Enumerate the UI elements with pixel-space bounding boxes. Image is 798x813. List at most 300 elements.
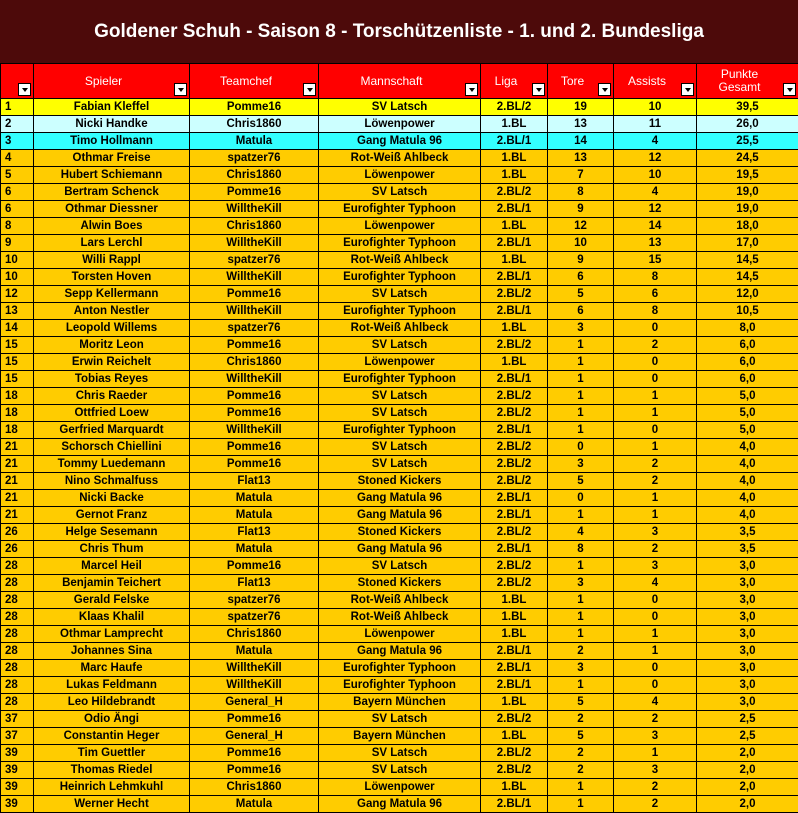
- filter-dropdown-icon[interactable]: [598, 83, 611, 96]
- goals-cell: 14: [548, 133, 614, 150]
- league-cell: 2.BL/1: [481, 643, 548, 660]
- goals-cell: 19: [548, 99, 614, 116]
- team-cell: Gang Matula 96: [319, 541, 481, 558]
- player-cell: Tommy Luedemann: [34, 456, 190, 473]
- points-cell: 2,0: [697, 745, 798, 762]
- filter-dropdown-icon[interactable]: [783, 83, 796, 96]
- rank-cell: 28: [1, 660, 34, 677]
- goals-cell: 7: [548, 167, 614, 184]
- manager-cell: spatzer76: [190, 320, 319, 337]
- assists-cell: 2: [614, 711, 697, 728]
- rank-cell: 1: [1, 99, 34, 116]
- points-cell: 24,5: [697, 150, 798, 167]
- manager-cell: Chris1860: [190, 779, 319, 796]
- league-cell: 2.BL/2: [481, 184, 548, 201]
- team-cell: SV Latsch: [319, 439, 481, 456]
- goals-cell: 10: [548, 235, 614, 252]
- goals-cell: 1: [548, 558, 614, 575]
- league-cell: 2.BL/1: [481, 541, 548, 558]
- header-punkte: Punkte Gesamt: [697, 64, 798, 99]
- player-cell: Timo Hollmann: [34, 133, 190, 150]
- league-cell: 1.BL: [481, 218, 548, 235]
- manager-cell: Flat13: [190, 575, 319, 592]
- team-cell: Eurofighter Typhoon: [319, 660, 481, 677]
- league-cell: 2.BL/2: [481, 473, 548, 490]
- league-cell: 2.BL/1: [481, 677, 548, 694]
- goals-cell: 1: [548, 609, 614, 626]
- filter-dropdown-icon[interactable]: [532, 83, 545, 96]
- table-row: [1, 490, 798, 507]
- team-cell: Eurofighter Typhoon: [319, 235, 481, 252]
- assists-cell: 4: [614, 575, 697, 592]
- assists-cell: 3: [614, 558, 697, 575]
- goals-cell: 1: [548, 677, 614, 694]
- player-cell: Torsten Hoven: [34, 269, 190, 286]
- rank-cell: 10: [1, 252, 34, 269]
- goals-cell: 5: [548, 286, 614, 303]
- team-cell: Löwenpower: [319, 116, 481, 133]
- league-cell: 2.BL/2: [481, 762, 548, 779]
- assists-cell: 0: [614, 422, 697, 439]
- filter-dropdown-icon[interactable]: [303, 83, 316, 96]
- manager-cell: General_H: [190, 694, 319, 711]
- rank-cell: 28: [1, 677, 34, 694]
- team-cell: SV Latsch: [319, 388, 481, 405]
- player-cell: Tim Guettler: [34, 745, 190, 762]
- player-cell: Moritz Leon: [34, 337, 190, 354]
- team-cell: Rot-Weiß Ahlbeck: [319, 609, 481, 626]
- goals-cell: 13: [548, 150, 614, 167]
- assists-cell: 2: [614, 473, 697, 490]
- assists-cell: 2: [614, 779, 697, 796]
- team-cell: Eurofighter Typhoon: [319, 201, 481, 218]
- manager-cell: WilltheKill: [190, 660, 319, 677]
- manager-cell: Chris1860: [190, 218, 319, 235]
- rank-cell: 5: [1, 167, 34, 184]
- team-cell: SV Latsch: [319, 762, 481, 779]
- team-cell: Stoned Kickers: [319, 524, 481, 541]
- assists-cell: 4: [614, 133, 697, 150]
- goals-cell: 1: [548, 371, 614, 388]
- manager-cell: Pomme16: [190, 711, 319, 728]
- assists-cell: 2: [614, 541, 697, 558]
- assists-cell: 3: [614, 762, 697, 779]
- player-cell: Leo Hildebrandt: [34, 694, 190, 711]
- player-cell: Constantin Heger: [34, 728, 190, 745]
- manager-cell: Flat13: [190, 473, 319, 490]
- scorer-table: [0, 63, 798, 813]
- manager-cell: General_H: [190, 728, 319, 745]
- rank-cell: 26: [1, 541, 34, 558]
- table-row: [1, 575, 798, 592]
- filter-dropdown-icon[interactable]: [18, 83, 31, 96]
- manager-cell: Matula: [190, 507, 319, 524]
- assists-cell: 12: [614, 150, 697, 167]
- rank-cell: 39: [1, 796, 34, 813]
- player-cell: Johannes Sina: [34, 643, 190, 660]
- rank-cell: 21: [1, 456, 34, 473]
- points-cell: 3,0: [697, 643, 798, 660]
- goals-cell: 0: [548, 490, 614, 507]
- rank-cell: 39: [1, 745, 34, 762]
- goals-cell: 1: [548, 507, 614, 524]
- rank-cell: 28: [1, 694, 34, 711]
- player-cell: Othmar Freise: [34, 150, 190, 167]
- table-row: [1, 320, 798, 337]
- rank-cell: 18: [1, 388, 34, 405]
- league-cell: 1.BL: [481, 252, 548, 269]
- goals-cell: 4: [548, 524, 614, 541]
- points-cell: 39,5: [697, 99, 798, 116]
- points-cell: 2,0: [697, 796, 798, 813]
- manager-cell: WilltheKill: [190, 371, 319, 388]
- rank-cell: 28: [1, 592, 34, 609]
- filter-dropdown-icon[interactable]: [174, 83, 187, 96]
- table-row: [1, 762, 798, 779]
- assists-cell: 2: [614, 796, 697, 813]
- player-cell: Ottfried Loew: [34, 405, 190, 422]
- rank-cell: 15: [1, 371, 34, 388]
- player-cell: Sepp Kellermann: [34, 286, 190, 303]
- goals-cell: 8: [548, 184, 614, 201]
- team-cell: Rot-Weiß Ahlbeck: [319, 150, 481, 167]
- table-row: [1, 269, 798, 286]
- team-cell: Löwenpower: [319, 626, 481, 643]
- assists-cell: 4: [614, 694, 697, 711]
- table-row: [1, 711, 798, 728]
- rank-cell: 18: [1, 422, 34, 439]
- player-cell: Nino Schmalfuss: [34, 473, 190, 490]
- team-cell: SV Latsch: [319, 745, 481, 762]
- points-cell: 4,0: [697, 473, 798, 490]
- player-cell: Othmar Diessner: [34, 201, 190, 218]
- assists-cell: 2: [614, 456, 697, 473]
- player-cell: Gerald Felske: [34, 592, 190, 609]
- table-row: [1, 779, 798, 796]
- team-cell: SV Latsch: [319, 184, 481, 201]
- league-cell: 2.BL/1: [481, 371, 548, 388]
- team-cell: SV Latsch: [319, 456, 481, 473]
- goals-cell: 6: [548, 303, 614, 320]
- manager-cell: Chris1860: [190, 116, 319, 133]
- player-cell: Erwin Reichelt: [34, 354, 190, 371]
- manager-cell: spatzer76: [190, 609, 319, 626]
- league-cell: 2.BL/1: [481, 235, 548, 252]
- table-row: [1, 337, 798, 354]
- manager-cell: Chris1860: [190, 354, 319, 371]
- team-cell: Gang Matula 96: [319, 490, 481, 507]
- points-cell: 5,0: [697, 422, 798, 439]
- manager-cell: Pomme16: [190, 337, 319, 354]
- manager-cell: Pomme16: [190, 99, 319, 116]
- table-row: [1, 405, 798, 422]
- player-cell: Lars Lerchl: [34, 235, 190, 252]
- points-cell: 3,0: [697, 694, 798, 711]
- table-row: [1, 541, 798, 558]
- team-cell: Gang Matula 96: [319, 507, 481, 524]
- table-row: [1, 388, 798, 405]
- points-cell: 2,0: [697, 779, 798, 796]
- assists-cell: 0: [614, 354, 697, 371]
- table-row: [1, 252, 798, 269]
- assists-cell: 10: [614, 167, 697, 184]
- table-row: [1, 167, 798, 184]
- table-row: [1, 677, 798, 694]
- manager-cell: Matula: [190, 133, 319, 150]
- table-row: [1, 422, 798, 439]
- player-cell: Hubert Schiemann: [34, 167, 190, 184]
- table-row: [1, 473, 798, 490]
- points-cell: 3,0: [697, 592, 798, 609]
- assists-cell: 0: [614, 320, 697, 337]
- points-cell: 5,0: [697, 405, 798, 422]
- player-cell: Marcel Heil: [34, 558, 190, 575]
- rank-cell: 12: [1, 286, 34, 303]
- league-cell: 2.BL/2: [481, 524, 548, 541]
- goals-cell: 1: [548, 592, 614, 609]
- points-cell: 17,0: [697, 235, 798, 252]
- filter-dropdown-icon[interactable]: [465, 83, 478, 96]
- assists-cell: 1: [614, 439, 697, 456]
- rank-cell: 21: [1, 507, 34, 524]
- rank-cell: 37: [1, 728, 34, 745]
- table-row: [1, 643, 798, 660]
- goals-cell: 5: [548, 473, 614, 490]
- assists-cell: 8: [614, 269, 697, 286]
- points-cell: 10,5: [697, 303, 798, 320]
- assists-cell: 0: [614, 677, 697, 694]
- goals-cell: 1: [548, 388, 614, 405]
- points-cell: 2,5: [697, 728, 798, 745]
- player-cell: Heinrich Lehmkuhl: [34, 779, 190, 796]
- table-row: [1, 796, 798, 813]
- goals-cell: 1: [548, 626, 614, 643]
- assists-cell: 14: [614, 218, 697, 235]
- assists-cell: 1: [614, 507, 697, 524]
- league-cell: 1.BL: [481, 609, 548, 626]
- manager-cell: Pomme16: [190, 184, 319, 201]
- points-cell: 3,0: [697, 677, 798, 694]
- table-row: [1, 235, 798, 252]
- player-cell: Bertram Schenck: [34, 184, 190, 201]
- league-cell: 2.BL/2: [481, 711, 548, 728]
- team-cell: Eurofighter Typhoon: [319, 303, 481, 320]
- points-cell: 3,5: [697, 541, 798, 558]
- goals-cell: 1: [548, 779, 614, 796]
- table-row: [1, 303, 798, 320]
- manager-cell: Matula: [190, 490, 319, 507]
- team-cell: Eurofighter Typhoon: [319, 677, 481, 694]
- manager-cell: spatzer76: [190, 150, 319, 167]
- table-row: [1, 133, 798, 150]
- league-cell: 2.BL/1: [481, 660, 548, 677]
- league-cell: 2.BL/1: [481, 796, 548, 813]
- goals-cell: 2: [548, 745, 614, 762]
- league-cell: 2.BL/1: [481, 303, 548, 320]
- manager-cell: spatzer76: [190, 252, 319, 269]
- goals-cell: 12: [548, 218, 614, 235]
- goals-cell: 1: [548, 405, 614, 422]
- assists-cell: 1: [614, 745, 697, 762]
- rank-cell: 39: [1, 762, 34, 779]
- rank-cell: 15: [1, 354, 34, 371]
- rank-cell: 28: [1, 609, 34, 626]
- rank-cell: 28: [1, 575, 34, 592]
- player-cell: Marc Haufe: [34, 660, 190, 677]
- team-cell: SV Latsch: [319, 558, 481, 575]
- rank-cell: 28: [1, 626, 34, 643]
- player-cell: Odio Ängi: [34, 711, 190, 728]
- points-cell: 14,5: [697, 269, 798, 286]
- manager-cell: Pomme16: [190, 388, 319, 405]
- player-cell: Chris Thum: [34, 541, 190, 558]
- goals-cell: 13: [548, 116, 614, 133]
- league-cell: 2.BL/2: [481, 745, 548, 762]
- league-cell: 1.BL: [481, 694, 548, 711]
- rank-cell: 10: [1, 269, 34, 286]
- points-cell: 8,0: [697, 320, 798, 337]
- assists-cell: 10: [614, 99, 697, 116]
- goals-cell: 9: [548, 252, 614, 269]
- player-cell: Schorsch Chiellini: [34, 439, 190, 456]
- assists-cell: 1: [614, 490, 697, 507]
- goals-cell: 2: [548, 762, 614, 779]
- assists-cell: 4: [614, 184, 697, 201]
- manager-cell: Pomme16: [190, 762, 319, 779]
- league-cell: 2.BL/1: [481, 133, 548, 150]
- player-cell: Klaas Khalil: [34, 609, 190, 626]
- points-cell: 14,5: [697, 252, 798, 269]
- rank-cell: 28: [1, 558, 34, 575]
- goals-cell: 1: [548, 354, 614, 371]
- league-cell: 1.BL: [481, 354, 548, 371]
- table-row: [1, 609, 798, 626]
- points-cell: 19,0: [697, 201, 798, 218]
- goals-cell: 2: [548, 643, 614, 660]
- league-cell: 1.BL: [481, 167, 548, 184]
- league-cell: 1.BL: [481, 116, 548, 133]
- league-cell: 2.BL/2: [481, 439, 548, 456]
- assists-cell: 0: [614, 371, 697, 388]
- header-tore: Tore: [548, 64, 614, 99]
- goals-cell: 3: [548, 320, 614, 337]
- assists-cell: 1: [614, 388, 697, 405]
- rank-cell: 26: [1, 524, 34, 541]
- manager-cell: Matula: [190, 796, 319, 813]
- table-row: [1, 558, 798, 575]
- table-row: [1, 694, 798, 711]
- points-cell: 6,0: [697, 354, 798, 371]
- team-cell: Rot-Weiß Ahlbeck: [319, 592, 481, 609]
- manager-cell: Matula: [190, 541, 319, 558]
- league-cell: 2.BL/2: [481, 286, 548, 303]
- player-cell: Lukas Feldmann: [34, 677, 190, 694]
- team-cell: Rot-Weiß Ahlbeck: [319, 252, 481, 269]
- table-row: [1, 218, 798, 235]
- league-cell: 1.BL: [481, 728, 548, 745]
- table-body: [1, 99, 798, 813]
- goals-cell: 0: [548, 439, 614, 456]
- header-mannschaft: Mannschaft: [319, 64, 481, 99]
- player-cell: Leopold Willems: [34, 320, 190, 337]
- team-cell: Eurofighter Typhoon: [319, 269, 481, 286]
- team-cell: Gang Matula 96: [319, 643, 481, 660]
- goals-cell: 2: [548, 711, 614, 728]
- goals-cell: 3: [548, 575, 614, 592]
- team-cell: Gang Matula 96: [319, 796, 481, 813]
- assists-cell: 1: [614, 405, 697, 422]
- manager-cell: Pomme16: [190, 405, 319, 422]
- manager-cell: WilltheKill: [190, 677, 319, 694]
- team-cell: Löwenpower: [319, 218, 481, 235]
- league-cell: 1.BL: [481, 592, 548, 609]
- league-cell: 2.BL/1: [481, 422, 548, 439]
- points-cell: 5,0: [697, 388, 798, 405]
- goals-cell: 6: [548, 269, 614, 286]
- table-row: [1, 439, 798, 456]
- goals-cell: 5: [548, 694, 614, 711]
- team-cell: SV Latsch: [319, 405, 481, 422]
- points-cell: 3,0: [697, 660, 798, 677]
- table-row: [1, 524, 798, 541]
- manager-cell: spatzer76: [190, 592, 319, 609]
- team-cell: SV Latsch: [319, 337, 481, 354]
- goals-cell: 8: [548, 541, 614, 558]
- points-cell: 18,0: [697, 218, 798, 235]
- rank-cell: 14: [1, 320, 34, 337]
- header-row: [1, 64, 798, 99]
- manager-cell: WilltheKill: [190, 235, 319, 252]
- manager-cell: Flat13: [190, 524, 319, 541]
- rank-cell: 21: [1, 490, 34, 507]
- league-cell: 2.BL/1: [481, 201, 548, 218]
- team-cell: Löwenpower: [319, 354, 481, 371]
- goals-cell: 9: [548, 201, 614, 218]
- header-assists: Assists: [614, 64, 697, 99]
- team-cell: Löwenpower: [319, 779, 481, 796]
- header-spieler: Spieler: [34, 64, 190, 99]
- assists-cell: 0: [614, 592, 697, 609]
- manager-cell: Chris1860: [190, 167, 319, 184]
- player-cell: Nicki Backe: [34, 490, 190, 507]
- team-cell: Gang Matula 96: [319, 133, 481, 150]
- points-cell: 3,0: [697, 558, 798, 575]
- manager-cell: Pomme16: [190, 456, 319, 473]
- goals-cell: 5: [548, 728, 614, 745]
- team-cell: SV Latsch: [319, 99, 481, 116]
- team-cell: Stoned Kickers: [319, 575, 481, 592]
- table-row: [1, 116, 798, 133]
- manager-cell: Chris1860: [190, 626, 319, 643]
- player-cell: Willi Rappl: [34, 252, 190, 269]
- team-cell: Löwenpower: [319, 167, 481, 184]
- rank-cell: 3: [1, 133, 34, 150]
- table-row: [1, 728, 798, 745]
- header-rank: [1, 64, 34, 99]
- goals-cell: 1: [548, 422, 614, 439]
- filter-dropdown-icon[interactable]: [681, 83, 694, 96]
- league-cell: 2.BL/1: [481, 507, 548, 524]
- manager-cell: WilltheKill: [190, 422, 319, 439]
- league-cell: 2.BL/2: [481, 388, 548, 405]
- manager-cell: Matula: [190, 643, 319, 660]
- rank-cell: 21: [1, 439, 34, 456]
- points-cell: 2,0: [697, 762, 798, 779]
- table-row: [1, 150, 798, 167]
- manager-cell: Pomme16: [190, 439, 319, 456]
- league-cell: 1.BL: [481, 320, 548, 337]
- rank-cell: 21: [1, 473, 34, 490]
